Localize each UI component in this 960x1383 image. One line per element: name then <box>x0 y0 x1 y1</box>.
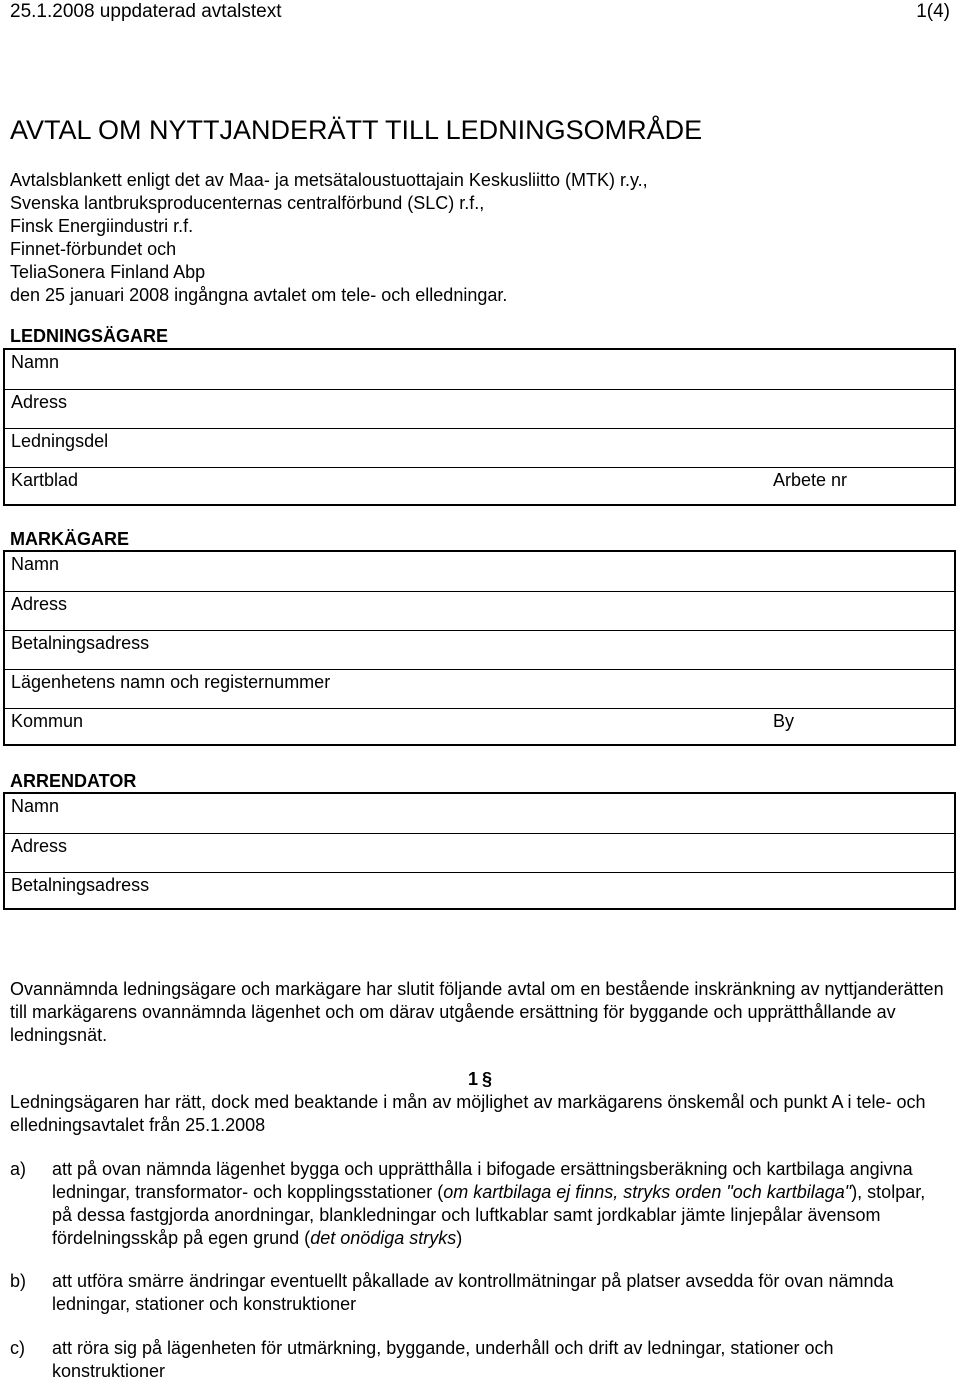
field-label: Adress <box>11 836 68 856</box>
document-title: AVTAL OM NYTTJANDERÄTT TILL LEDNINGSOMRÅDE <box>10 115 703 145</box>
list-item-text: att röra sig på lägenheten för utmärkning, byggande, underhåll och drift av ledningar, stationer och konstruktioner <box>52 1338 834 1381</box>
field-label: Namn <box>11 796 60 816</box>
section1-text: Ledningsägaren har rätt, dock med beaktande i mån av möjlighet av markägarens önskemål och punkt A i tele- och elledningsavtalet från 25.1.2008 <box>10 1092 926 1135</box>
form-row-adress[interactable] <box>5 833 954 872</box>
intro-line: Finnet-förbundet och <box>10 239 177 259</box>
field-label-by: By <box>773 711 795 731</box>
field-label: Adress <box>11 392 68 412</box>
field-label: Betalningsadress <box>11 875 150 895</box>
page-number: 1(4) <box>916 1 950 22</box>
field-label-arbete-nr: Arbete nr <box>773 470 848 490</box>
list-item-text <box>52 1158 942 1250</box>
field-label: Ledningsdel <box>11 431 109 451</box>
markagare-heading: MARKÄGARE <box>10 529 129 549</box>
list-item-b <box>10 1270 940 1316</box>
intro-line: Finsk Energiindustri r.f. <box>10 216 194 236</box>
form-row-adress[interactable] <box>5 389 954 428</box>
list-item-a <box>10 1158 940 1250</box>
item-text-italic: om kartbilaga ej finns, stryks orden "och kartbilaga" <box>443 1182 852 1202</box>
paragraph-symbol: § <box>482 1069 493 1089</box>
item-text-part: ) <box>456 1228 463 1248</box>
ledningsagare-form <box>3 348 956 506</box>
section-number-value: 1 <box>467 1069 478 1089</box>
form-row-namn[interactable] <box>5 794 954 833</box>
intro-line: Svenska lantbruksproducenternas centralförbund (SLC) r.f., <box>10 193 485 213</box>
page-header <box>10 0 950 24</box>
form-row-kartblad[interactable] <box>5 467 954 506</box>
form-row-betalningsadress[interactable] <box>5 630 954 669</box>
field-label: Kommun <box>11 711 84 731</box>
field-label: Lägenhetens namn och registernummer <box>11 672 331 692</box>
field-label: Adress <box>11 594 68 614</box>
intro-line: Avtalsblankett enligt det av Maa- ja metsätaloustuottajain Keskusliitto (MTK) r.y., <box>10 170 648 190</box>
field-label: Betalningsadress <box>11 633 150 653</box>
intro-line: den 25 januari 2008 ingångna avtalet om tele- och elledningar. <box>10 285 508 305</box>
intro-block <box>10 169 940 307</box>
agreement-paragraph: Ovannämnda ledningsägare och markägare har slutit följande avtal om en bestående inskränkning av nyttjanderätten till markägarens ovannämnda lägenhet och om därav utgående ersättning för byggande och upprätthållande av ledningsnät. <box>10 979 944 1045</box>
form-row-namn[interactable] <box>5 350 954 389</box>
field-label: Namn <box>11 554 60 574</box>
field-label: Kartblad <box>11 470 79 490</box>
form-row-ledningsdel[interactable] <box>5 428 954 467</box>
list-marker: c) <box>10 1338 25 1358</box>
form-row-kommun[interactable] <box>5 708 954 747</box>
item-text-part: ), stolpar, på dessa fastgjorda anordningar, blankledningar och luftkablar samt jordkablar jämte linjepålar ävensom fördelningsskåp på egen grund ( <box>52 1182 926 1248</box>
ledningsagare-heading: LEDNINGSÄGARE <box>10 326 169 346</box>
form-row-betalningsadress[interactable] <box>5 872 954 911</box>
item-text-italic: det onödiga stryks <box>310 1228 457 1248</box>
list-marker: b) <box>10 1271 27 1291</box>
header-date-text: 25.1.2008 uppdaterad avtalstext <box>10 1 282 22</box>
section-number <box>0 1068 960 1091</box>
intro-line: TeliaSonera Finland Abp <box>10 262 206 282</box>
markagare-form <box>3 550 956 746</box>
form-row-namn[interactable] <box>5 552 954 591</box>
list-item-text: att utföra smärre ändringar eventuellt påkallade av kontrollmätningar på platser avsedda för ovan nämnda ledningar, stationer och konstruktioner <box>52 1271 894 1314</box>
form-row-adress[interactable] <box>5 591 954 630</box>
list-marker: a) <box>10 1159 27 1179</box>
form-row-lagenhet[interactable] <box>5 669 954 708</box>
arrendator-heading: ARRENDATOR <box>10 771 137 791</box>
field-label: Namn <box>11 352 60 372</box>
item-text-part: att på ovan nämnda lägenhet bygga och upprätthålla i bifogade ersättningsberäkning och kartbilaga angivna ledningar, transformator- och kopplingsstationer ( <box>52 1159 913 1202</box>
list-item-c <box>10 1337 940 1383</box>
arrendator-form <box>3 792 956 910</box>
